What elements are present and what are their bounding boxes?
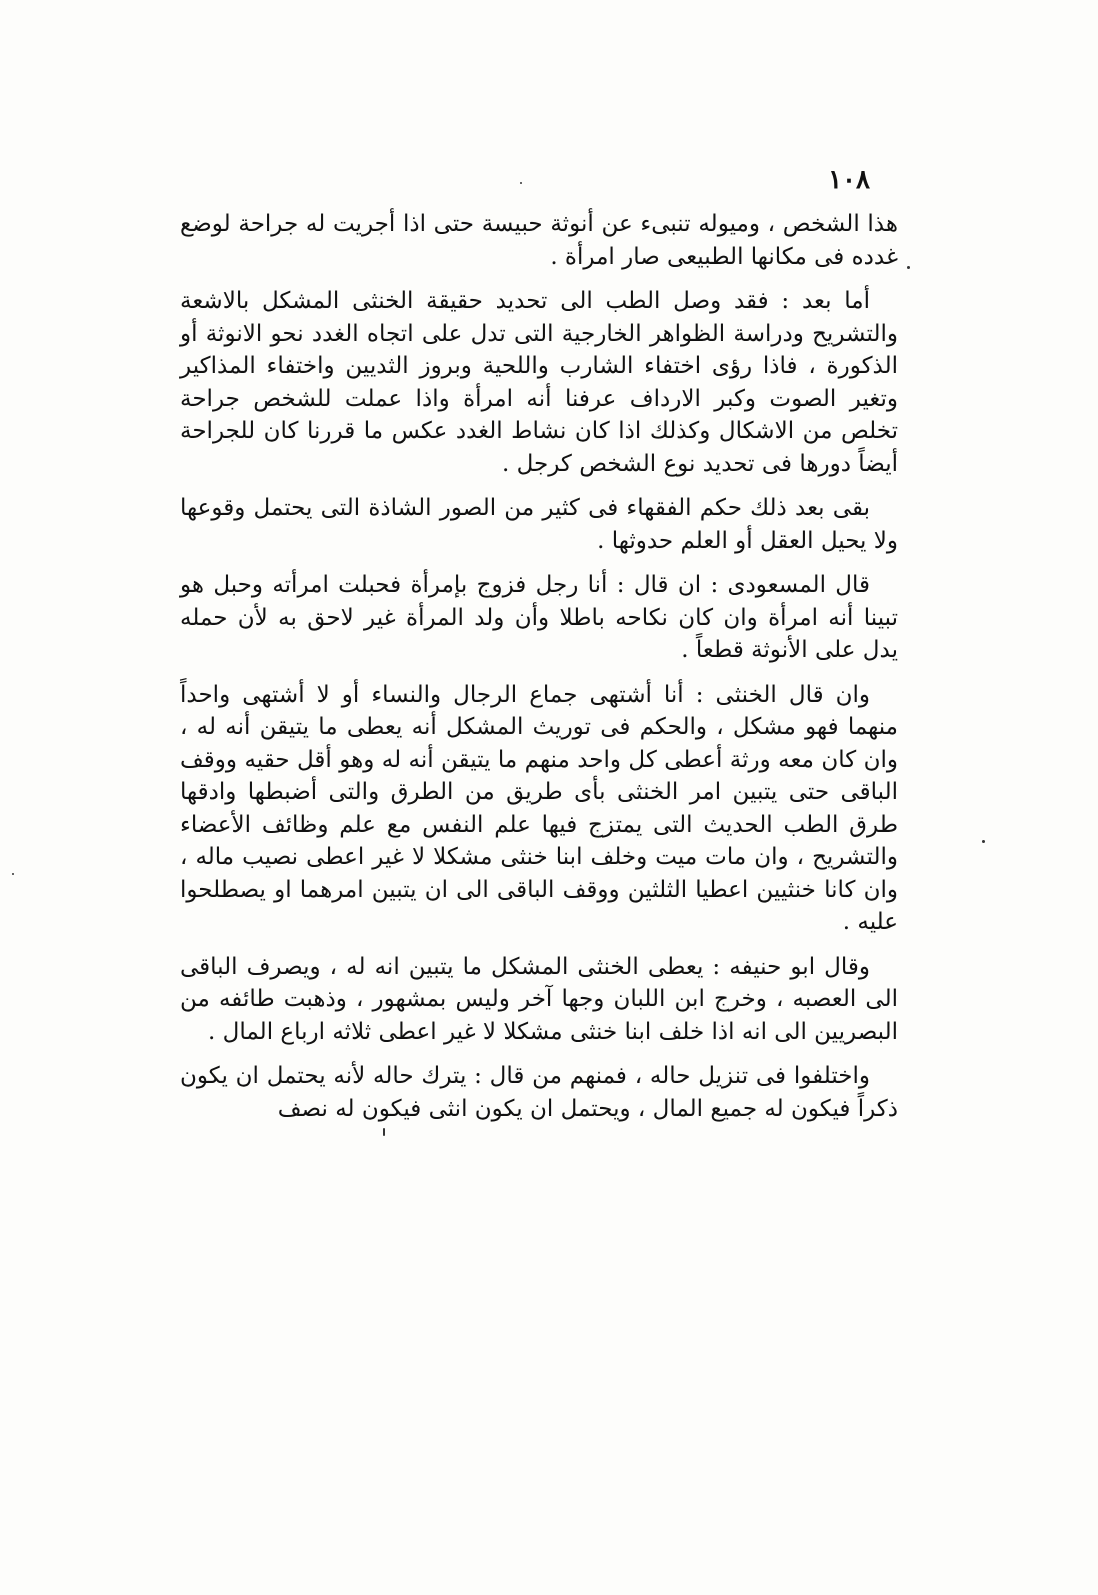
scan-speck <box>383 1128 385 1136</box>
paragraph-1: هذا الشخص ، وميوله تنبىء عن أنوثة حبيسة حتى اذا أجريت له جراحة لوضع غدده فى مكانها الطبيعى صار امرأة . <box>180 211 898 270</box>
paragraph-3: بقى بعد ذلك حكم الفقهاء فى كثير من الصور الشاذة التى يحتمل وقوعها ولا يحيل العقل أو العلم حدوثها . <box>180 495 898 554</box>
scan-speck <box>520 182 522 184</box>
body-text <box>180 208 898 1137</box>
paragraph-6: وقال ابو حنيفه : يعطى الخنثى المشكل ما يتبين انه له ، ويصرف الباقى الى العصبه ، وخرج ابن اللبان وجها آخر وليس بمشهور ، وذهبت طائفه من البصريين الى انه اذا خلف ابنا خنثى مشكلا لا غير اعطى ثلاثه ارباع المال . <box>180 953 898 1045</box>
paragraph-4: قال المسعودى : ان قال : أنا رجل فزوج بإمرأة فحبلت امرأته وحبل هو تبينا أنه امرأة وان كان نكاحه باطلا وأن ولد المرأة غير لاحق به لأن حمله يدل على الأنوثة قطعاً . <box>180 572 898 663</box>
scan-speck <box>907 266 910 269</box>
scan-speck <box>12 873 14 875</box>
scan-speck <box>982 840 985 843</box>
paragraph-7: واختلفوا فى تنزيل حاله ، فمنهم من قال : يترك حاله لأنه يحتمل ان يكون ذكراً فيكون له جميع المال ، ويحتمل ان يكون انثى فيكون له نصف <box>180 1063 898 1122</box>
page-number: ١٠٨ <box>828 165 870 195</box>
paragraph-5: وان قال الخنثى : أنا أشتهى جماع الرجال والنساء أو لا أشتهى واحداً منهما فهو مشكل ، والحكم فى توريث المشكل أنه يعطى ما يتيقن أنه له ، وان كان معه ورثة أعطى كل واحد منهم ما يتيقن أنه له وهو أقل حقيه ووقف الباقى حتى يتبين امر الخنثى بأى طريق من الطرق والتى أضبطها وادقها طرق الطب الحديث التى يمتزج فيها علم النفس مع علم وظائف الأعضاء والتشريح ، وان مات ميت وخلف ابنا خنثى مشكلا لا غير اعطى نصيب ماله ، وان كانا خنثيين اعطيا الثلثين ووقف الباقى الى ان يتبين امرهما او يصطلحوا عليه . <box>180 681 898 935</box>
paragraph-2: أما بعد : فقد وصل الطب الى تحديد حقيقة الخنثى المشكل بالاشعة والتشريح ودراسة الظواهر الخارجية التى تدل على اتجاه الغدد نحو الانوثة أو الذكورة ، فاذا رؤى اختفاء الشارب واللحية وبروز الثديين واختفاء المذاكير وتغير الصوت وكبر الارداف عرفنا أنه امرأة واذا عملت للشخص جراحة تخلص من الاشكال وكذلك اذا كان نشاط الغدد عكس ما قررنا كان للجراحة أيضاً دورها فى تحديد نوع الشخص كرجل . <box>180 288 898 477</box>
